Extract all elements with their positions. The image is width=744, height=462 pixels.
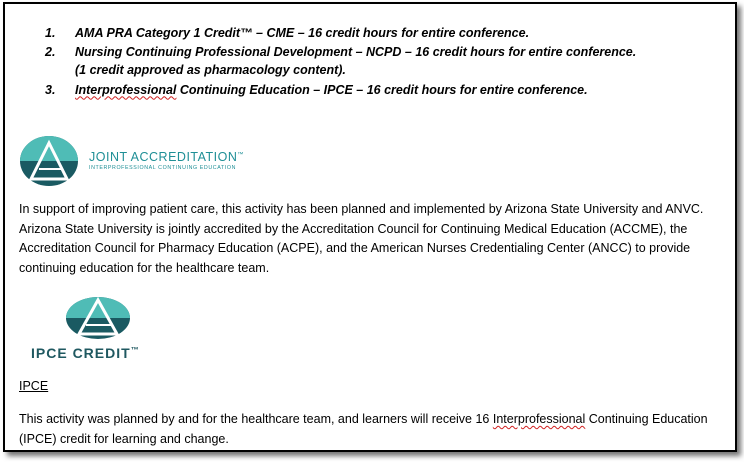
ipce-paragraph: This activity was planned by and for the healthcare team, and learners will receive 16 Interprofessional Continuing Education (IPCE) credit for learning and change.: [19, 412, 708, 446]
credit-list: [45, 24, 636, 99]
list-item-subtext: (1 credit approved as pharmacology content).: [75, 63, 346, 77]
document-frame: [3, 2, 737, 452]
list-item-text: Nursing Continuing Professional Development – NCPD – 16 credit hours for entire conference.: [75, 44, 637, 59]
spellcheck-word: Interprofessional: [492, 412, 586, 426]
list-item: [45, 81, 636, 100]
spellcheck-word: Interprofessional: [75, 82, 177, 97]
support-paragraph: In support of improving patient care, this activity has been planned and implemented by Arizona State University and ANVC. Arizona State University is jointly accredited by the Accreditation Council for Continuing Medical Education (ACCME), the Accreditation Council for Pharmacy Education (ACPE), and the American Nurses Credentialing Center (ANCC) to provide continuing education for the healthcare team.: [19, 202, 704, 275]
list-number: 1.: [45, 26, 56, 40]
joint-accreditation-name: JOINT ACCREDITATION™: [89, 150, 244, 164]
list-item: [45, 24, 636, 43]
list-item-text: AMA PRA Category 1 Credit™ – CME – 16 credit hours for entire conference.: [75, 26, 530, 40]
ipce-credit-wordmark: IPCE CREDIT™: [31, 345, 140, 361]
joint-accreditation-subtitle: INTERPROFESSIONAL CONTINUING EDUCATION: [89, 165, 236, 171]
list-number: 3.: [45, 82, 56, 97]
ipce-heading: IPCE: [19, 379, 49, 393]
list-item-text: Continuing Education – IPCE – 16 credit hours for entire conference.: [176, 82, 588, 97]
list-number: 2.: [45, 44, 56, 59]
list-item: [45, 43, 636, 80]
